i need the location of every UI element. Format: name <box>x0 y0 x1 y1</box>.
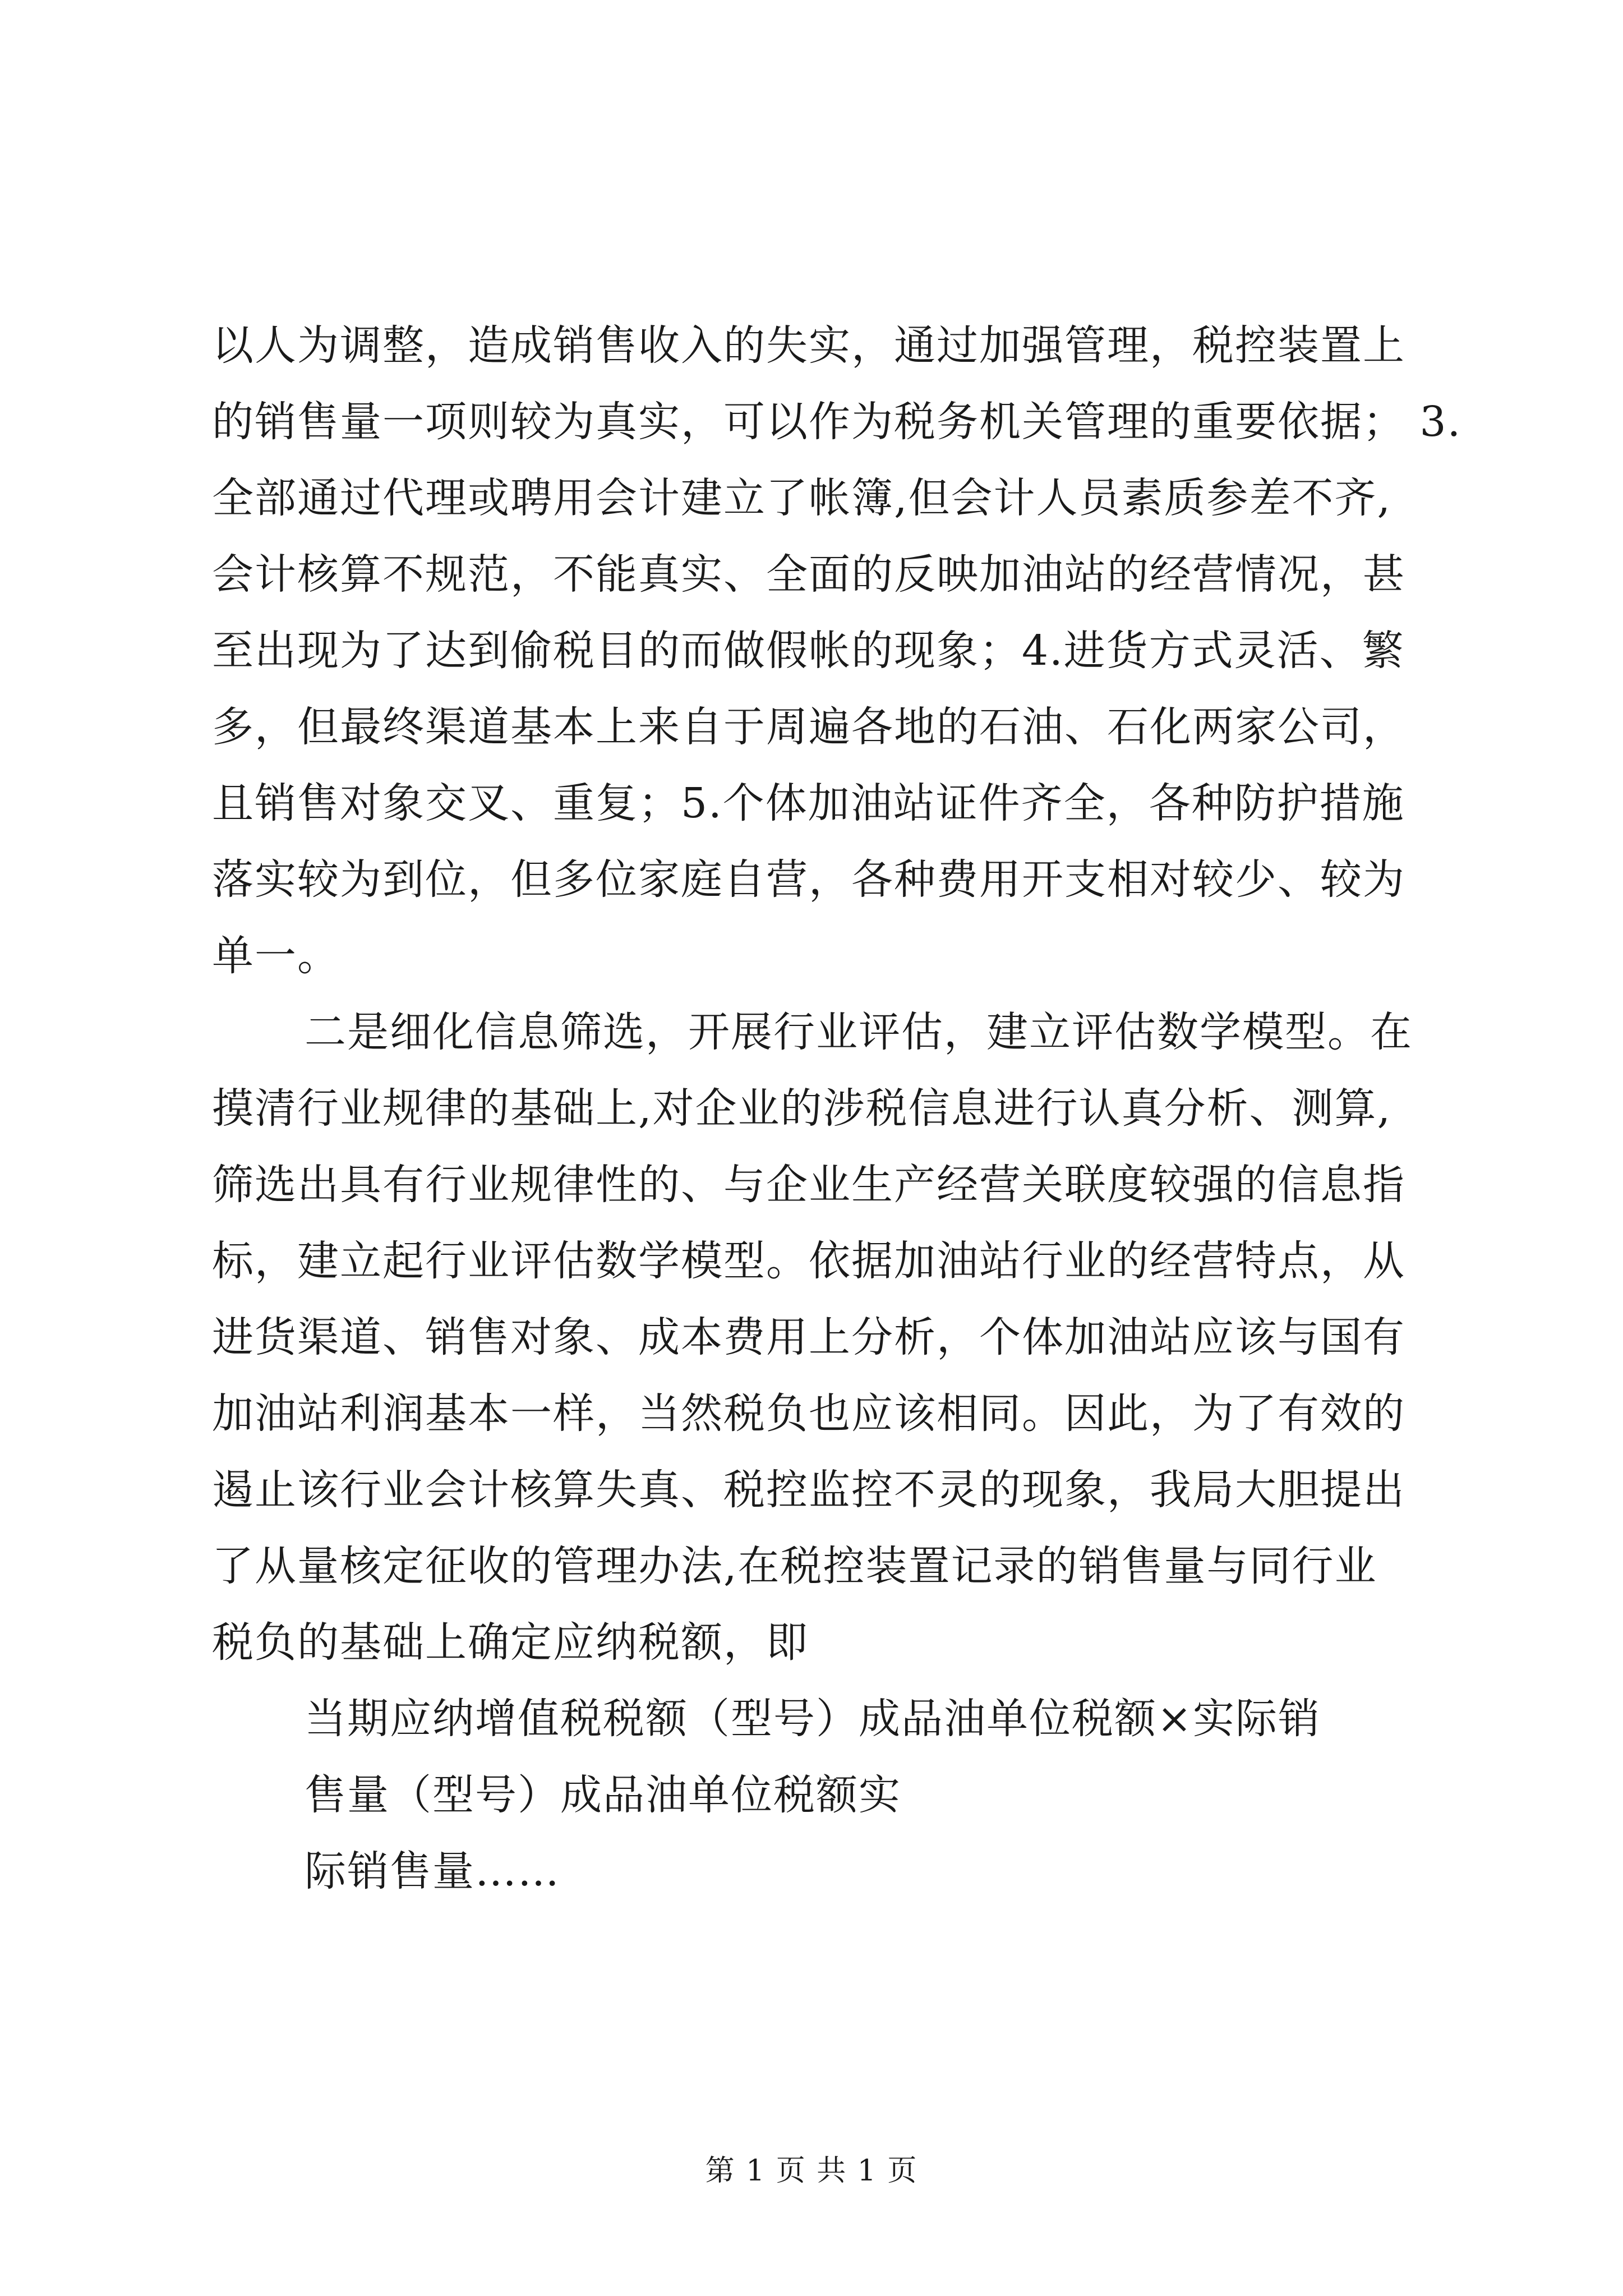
text-line: 了从量核定征收的管理办法,在税控装置记录的销售量与同行业 <box>212 1542 1377 1590</box>
text-line: 全部通过代理或聘用会计建立了帐簿,但会计人员素质参差不齐, <box>212 474 1392 522</box>
text-line: 且销售对象交叉、重复；5.个体加油站证件齐全，各种防护措施 <box>212 779 1405 827</box>
formula-line: 当期应纳增值税税额（型号）成品油单位税额×实际销 <box>305 1695 1321 1743</box>
page-footer: 第 1 页 共 1 页 <box>705 2154 918 2188</box>
text-line: 落实较为到位，但多位家庭自营，各种费用开支相对较少、较为 <box>212 855 1405 904</box>
text-line: 多，但最终渠道基本上来自于周遍各地的石油、石化两家公司， <box>212 703 1405 751</box>
text-line: 至出现为了达到偷税目的而做假帐的现象；4.进货方式灵活、繁 <box>212 627 1405 675</box>
document-body <box>212 307 1462 1910</box>
text-line: 摸清行业规律的基础上,对企业的涉税信息进行认真分析、测算, <box>212 1084 1392 1133</box>
text-line: 会计核算不规范，不能真实、全面的反映加油站的经营情况，甚 <box>212 550 1405 599</box>
text-line: 遏止该行业会计核算失真、税控监控不灵的现象，我局大胆提出 <box>212 1466 1405 1514</box>
text-line: 加油站利润基本一样，当然税负也应该相同。因此，为了有效的 <box>212 1389 1405 1438</box>
text-line: 税负的基础上确定应纳税额，即 <box>212 1618 809 1667</box>
text-line: 单一。 <box>212 932 340 980</box>
paragraph-2 <box>212 994 1423 1681</box>
formula-line: 售量（型号）成品油单位税额实 <box>305 1771 901 1819</box>
text-line: 的销售量一项则较为真实，可以作为税务机关管理的重要依据； 3. <box>212 398 1462 446</box>
formula-block <box>212 1681 1423 1910</box>
text-line: 标，建立起行业评估数学模型。依据加油站行业的经营特点，从 <box>212 1237 1405 1285</box>
text-line: 筛选出具有行业规律性的、与企业生产经营关联度较强的信息指 <box>212 1161 1405 1209</box>
text-line: 以人为调整，造成销售收入的失实，通过加强管理，税控装置上 <box>212 321 1405 370</box>
formula-line: 际销售量…… <box>305 1847 560 1895</box>
text-line: 二是细化信息筛选，开展行业评估，建立评估数学模型。在 <box>305 1008 1413 1056</box>
text-line: 进货渠道、销售对象、成本费用上分析，个体加油站应该与国有 <box>212 1313 1405 1361</box>
paragraph-1 <box>212 307 1462 994</box>
